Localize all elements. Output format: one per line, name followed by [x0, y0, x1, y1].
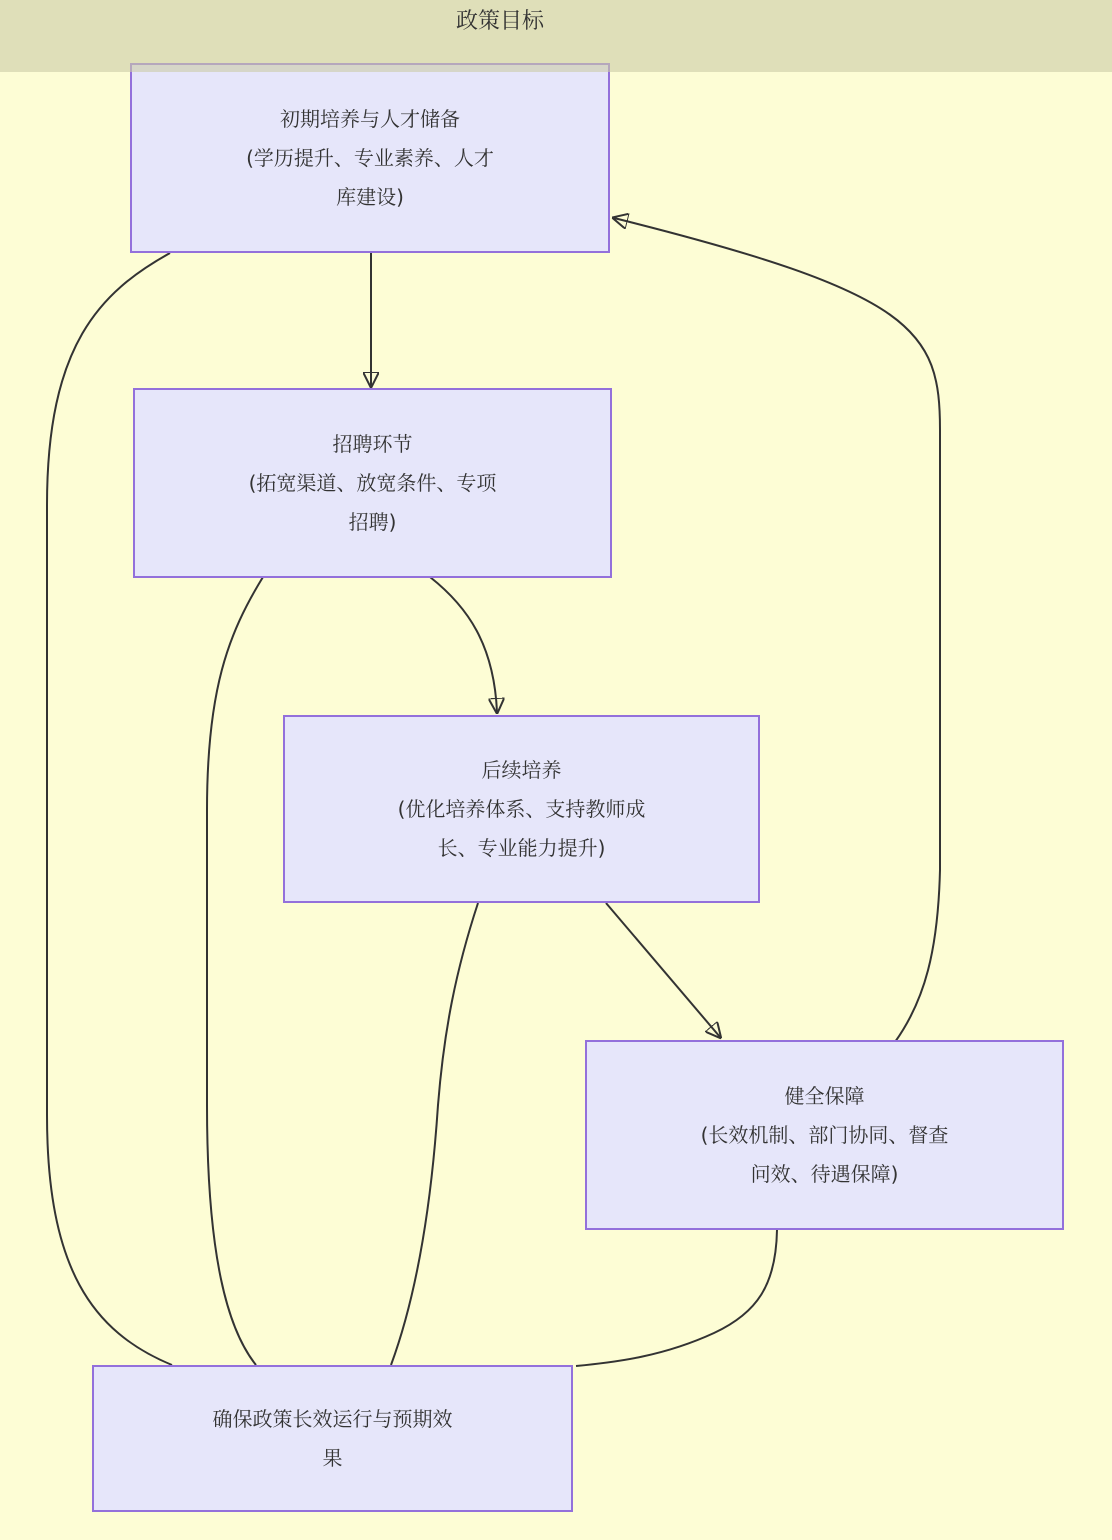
- edge-safeguards-to-outcome: [576, 1230, 777, 1366]
- node-label-line: (优化培养体系、支持教师成: [397, 796, 646, 821]
- node-label-line: 问效、待遇保障): [750, 1161, 899, 1186]
- node-label-line: 初期培养与人才储备: [280, 106, 460, 131]
- node-safeguards: [585, 1040, 1064, 1230]
- node-label-line: 招聘): [348, 509, 397, 534]
- node-recruitment: [133, 388, 612, 578]
- edge-recruitment-to-followup: [430, 577, 497, 712]
- edge-safeguards-to-initial: [614, 218, 940, 1042]
- diagram-title: 政策目标: [455, 9, 545, 34]
- node-initial-training: [130, 63, 610, 253]
- node-label-line: 长、专业能力提升): [437, 835, 606, 860]
- node-followup-training: [283, 715, 760, 903]
- edge-recruitment-to-outcome: [207, 577, 263, 1365]
- node-label-line: 确保政策长效运行与预期效: [212, 1406, 453, 1431]
- node-label-line: 库建设): [336, 184, 404, 209]
- node-label-line: (长效机制、部门协同、督查: [700, 1122, 949, 1147]
- node-label-line: 招聘环节: [332, 431, 413, 456]
- node-label-line: 健全保障: [784, 1083, 865, 1108]
- edge-followup-to-outcome: [391, 903, 478, 1365]
- edge-followup-to-safeguards: [606, 903, 720, 1037]
- node-label-line: (拓宽渠道、放宽条件、专项: [248, 470, 497, 495]
- node-label-line: 果: [322, 1445, 343, 1470]
- node-label-line: 后续培养: [481, 757, 562, 782]
- node-label-line: (学历提升、专业素养、人才: [246, 145, 494, 170]
- node-outcome: [92, 1365, 573, 1512]
